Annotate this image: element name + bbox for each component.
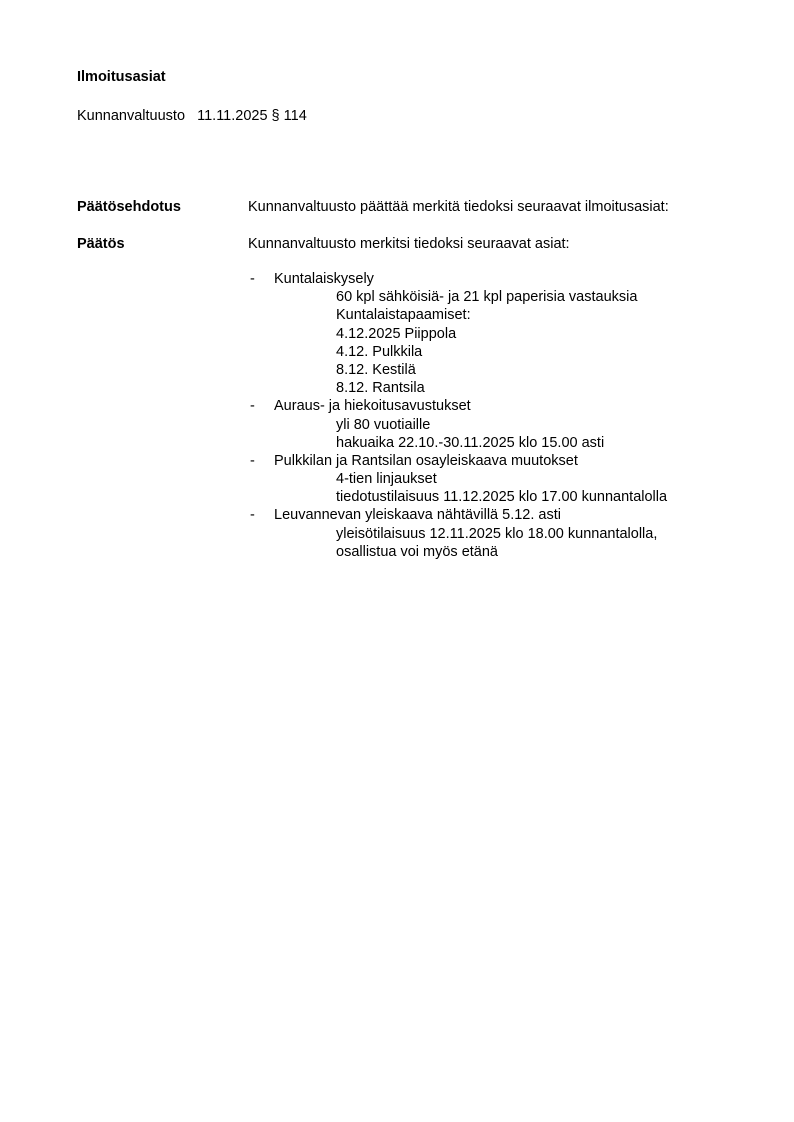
item-detail: 4.12. Pulkkila	[336, 343, 423, 360]
item-detail: 8.12. Rantsila	[336, 380, 425, 397]
proposal-text: Kunnanvaltuusto päättää merkitä tiedoksi seuraavat ilmoitusasiat:	[248, 199, 669, 215]
list-item	[248, 270, 748, 397]
item-detail: 60 kpl sähköisiä- ja 21 kpl paperisia vastauksia	[336, 289, 638, 306]
list-dash: -	[250, 271, 255, 287]
list-dash: -	[250, 452, 255, 469]
list-dash: -	[250, 398, 255, 415]
announcement-list	[248, 270, 748, 561]
item-detail: yli 80 vuotiaille	[336, 416, 431, 433]
item-title: Leuvannevan yleiskaava nähtävillä 5.12. asti	[274, 507, 561, 524]
item-title: Auraus- ja hiekoitusavustukset	[274, 398, 471, 415]
meeting-reference: Kunnanvaltuusto 11.11.2025 § 114	[77, 108, 307, 124]
decision-text: Kunnanvaltuusto merkitsi tiedoksi seuraavat asiat:	[248, 236, 570, 252]
list-dash: -	[250, 507, 255, 524]
proposal-label: Päätösehdotus	[77, 199, 181, 215]
item-title: Pulkkilan ja Rantsilan osayleiskaava muutokset	[274, 452, 578, 469]
decision-label: Päätös	[77, 236, 125, 252]
item-detail: 4.12.2025 Piippola	[336, 325, 457, 342]
item-detail: 4-tien linjaukset	[336, 471, 437, 488]
list-item	[248, 452, 748, 507]
item-detail: 8.12. Kestilä	[336, 361, 416, 378]
item-detail: hakuaika 22.10.-30.11.2025 klo 15.00 asti	[336, 434, 605, 451]
list-item	[248, 506, 748, 561]
item-title: Kuntalaiskysely	[274, 271, 374, 287]
item-detail: yleisötilaisuus 12.11.2025 klo 18.00 kunnantalolla,	[336, 525, 658, 542]
document-title: Ilmoitusasiat	[77, 69, 166, 85]
item-detail: osallistua voi myös etänä	[336, 543, 498, 560]
item-detail: Kuntalaistapaamiset:	[336, 307, 471, 324]
item-detail: tiedotustilaisuus 11.12.2025 klo 17.00 kunnantalolla	[336, 489, 668, 506]
list-item	[248, 397, 748, 452]
